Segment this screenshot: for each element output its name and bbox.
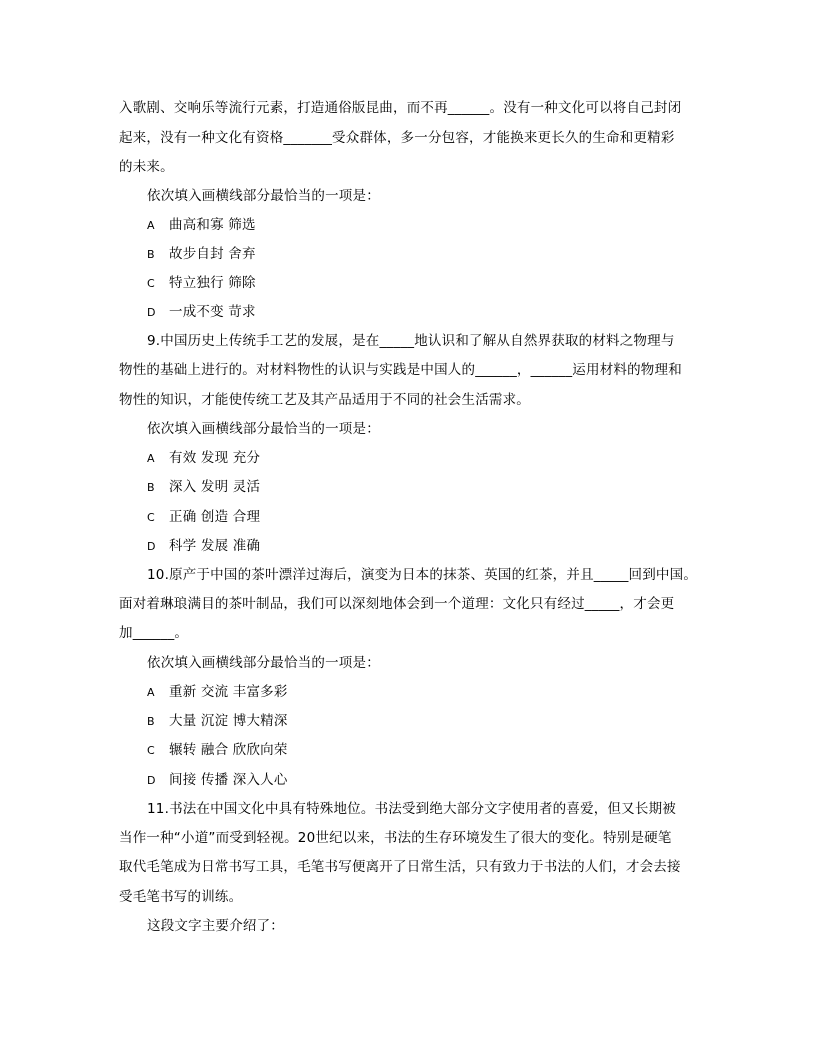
q10-option-a	[147, 682, 288, 703]
q9-option-c	[147, 507, 260, 528]
q9-option-a	[147, 448, 260, 469]
q8-prompt: 依次填入画横线部分最恰当的一项是：	[147, 188, 380, 204]
q10-option-b	[147, 711, 288, 732]
option-text: 重新 交流 丰富多彩	[169, 684, 288, 700]
option-text: 一成不变 苛求	[169, 304, 256, 320]
option-letter: B	[147, 248, 155, 261]
q11-text-line-1: 11.书法在中国文化中具有特殊地位。书法受到绝大部分文字使用者的喜爱，但又长期被	[147, 801, 676, 817]
option-letter: B	[147, 715, 155, 728]
q11-text-line-3: 取代毛笔成为日常书写工具，毛笔书写便离开了日常生活，只有致力于书法的人们，才会去接	[119, 859, 681, 875]
q10-text-line-3: 加______。	[119, 625, 189, 641]
option-letter: C	[147, 511, 155, 524]
option-letter: A	[147, 452, 155, 465]
option-letter: C	[147, 277, 155, 290]
q9-prompt: 依次填入画横线部分最恰当的一项是：	[147, 421, 380, 437]
option-letter: A	[147, 219, 155, 232]
q8-text-line-3: 的未来。	[119, 159, 174, 175]
q8-option-d	[147, 302, 256, 323]
option-letter: B	[147, 481, 155, 494]
option-letter: D	[147, 774, 156, 787]
option-letter: C	[147, 744, 155, 757]
q10-option-d	[147, 770, 288, 791]
q9-option-b	[147, 477, 260, 498]
q9-option-d	[147, 536, 260, 557]
q10-text-line-2: 面对着琳琅满目的茶叶制品，我们可以深刻地体会到一个道理：文化只有经过_____，才会更	[119, 596, 675, 612]
q8-text-line-1: 入歌剧、交响乐等流行元素，打造通俗版昆曲，而不再______。没有一种文化可以将自己封闭	[119, 100, 682, 116]
q9-text-line-1: 9.中国历史上传统手工艺的发展，是在_____地认识和了解从自然界获取的材料之物理与	[147, 333, 675, 349]
option-letter: D	[147, 306, 156, 319]
option-text: 辗转 融合 欣欣向荣	[169, 742, 288, 758]
q10-prompt: 依次填入画横线部分最恰当的一项是：	[147, 655, 380, 671]
q11-text-line-2: 当作一种“小道”而受到轻视。20世纪以来，书法的生存环境发生了很大的变化。特别是硬笔	[119, 830, 672, 846]
option-text: 深入 发明 灵活	[169, 479, 261, 495]
option-text: 故步自封 舍弃	[169, 246, 256, 262]
q11-prompt: 这段文字主要介绍了：	[147, 918, 284, 934]
q9-text-line-2: 物性的基础上进行的。对材料物性的认识与实践是中国人的______，______运用材料的物理和	[119, 362, 682, 378]
option-text: 有效 发现 充分	[169, 450, 261, 466]
q8-option-a	[147, 215, 256, 236]
q10-text-line-1: 10.原产于中国的茶叶漂洋过海后，演变为日本的抹茶、英国的红茶，并且_____回到中国。	[147, 567, 698, 583]
option-text: 特立独行 筛除	[169, 275, 256, 291]
q9-text-line-3: 物性的知识，才能使传统工艺及其产品适用于不同的社会生活需求。	[119, 392, 530, 408]
option-text: 科学 发展 准确	[169, 538, 261, 554]
q8-option-c	[147, 273, 256, 294]
q10-option-c	[147, 740, 288, 761]
option-text: 大量 沉淀 博大精深	[169, 713, 288, 729]
option-letter: A	[147, 686, 155, 699]
q11-text-line-4: 受毛笔书写的训练。	[119, 889, 243, 905]
q8-option-b	[147, 244, 256, 265]
option-text: 正确 创造 合理	[169, 509, 261, 525]
option-text: 曲高和寡 筛选	[169, 217, 256, 233]
q8-text-line-2: 起来，没有一种文化有资格_______受众群体，多一分包容，才能换来更长久的生命和更精彩	[119, 130, 675, 146]
option-text: 间接 传播 深入人心	[169, 772, 288, 788]
option-letter: D	[147, 540, 156, 553]
